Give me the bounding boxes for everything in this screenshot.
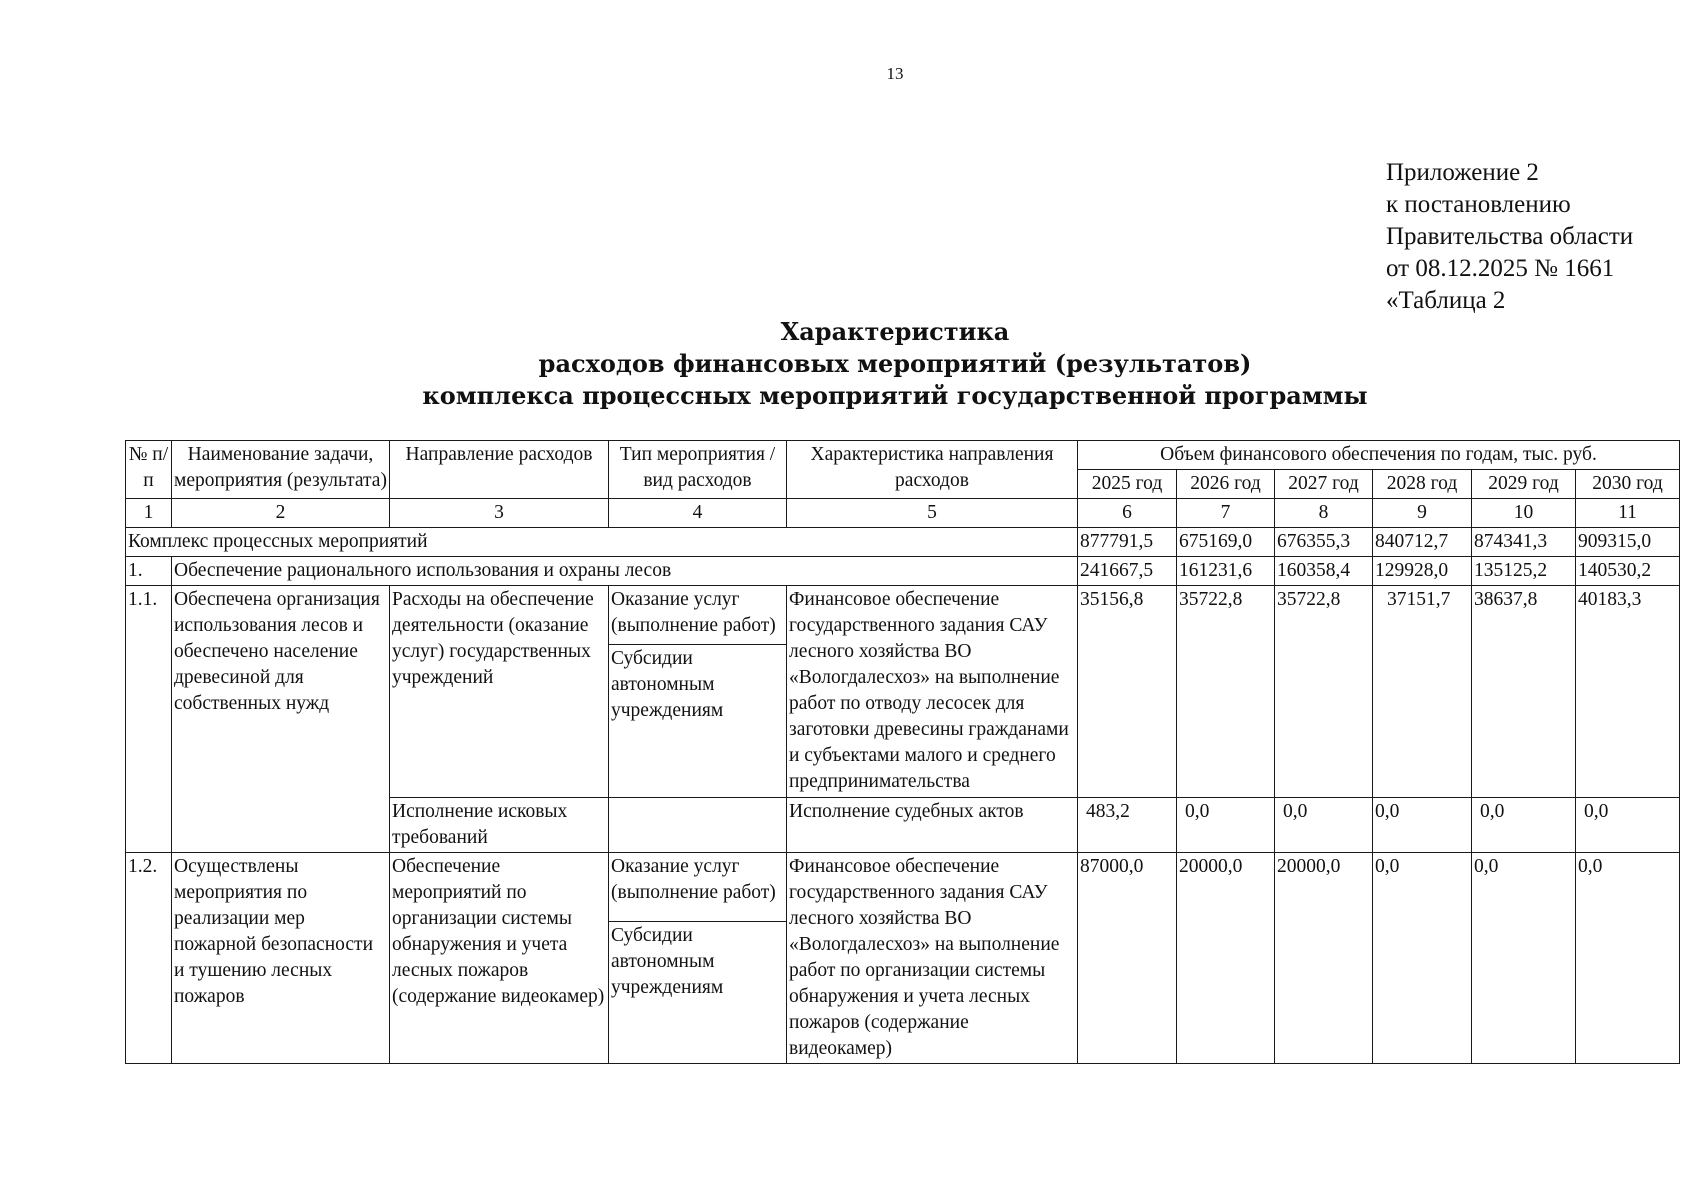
header-year: 2027 год (1275, 470, 1373, 499)
column-numbers-row (126, 499, 1680, 528)
expense-direction: Исполнение исковых требований (390, 798, 609, 853)
value-cell: 140530,2 (1576, 557, 1680, 586)
task-name: Осуществлены мероприятия по реализации мер пожарной безопасности и тушению лесных пожаров (172, 853, 390, 1064)
column-number: 10 (1472, 499, 1576, 528)
value-cell: 129928,0 (1373, 557, 1472, 586)
appendix-line: к постановлению (1386, 191, 1571, 218)
section-row (126, 557, 1680, 586)
value-cell: 0,0 (1472, 853, 1576, 1064)
appendix-line: Приложение 2 (1386, 159, 1539, 186)
table-row (126, 853, 1680, 922)
complex-total-row (126, 528, 1680, 557)
row-number: 1.2. (126, 853, 172, 1064)
expense-direction: Обеспечение мероприятий по организации системы обнаружения и учета лесных пожаров (содержание видеокамер) (390, 853, 609, 1064)
header-name: Наименование задачи, мероприятия (результата) (172, 441, 390, 499)
value-cell: 0,0 (1373, 798, 1472, 853)
header-type: Тип мероприятия / вид расходов (609, 441, 787, 499)
expense-type (609, 798, 787, 853)
value-cell: 20000,0 (1275, 853, 1373, 1064)
value-cell: 35722,8 (1177, 586, 1275, 798)
value-cell: 0,0 (1472, 798, 1576, 853)
header-year: 2028 год (1373, 470, 1472, 499)
value-cell: 676355,3 (1275, 528, 1373, 557)
section-label: Обеспечение рационального использования и охраны лесов (172, 557, 1078, 586)
value-cell: 40183,3 (1576, 586, 1680, 798)
complex-label: Комплекс процессных мероприятий (126, 528, 1078, 557)
header-year: 2026 год (1177, 470, 1275, 499)
column-number: 6 (1078, 499, 1177, 528)
header-num: № п/п (126, 441, 172, 499)
page-number: 13 (886, 64, 904, 83)
value-cell: 0,0 (1576, 853, 1680, 1064)
value-cell: 675169,0 (1177, 528, 1275, 557)
appendix-line: Правительства области (1386, 223, 1634, 250)
column-number: 4 (609, 499, 787, 528)
value-cell: 35722,8 (1275, 586, 1373, 798)
header-year: 2029 год (1472, 470, 1576, 499)
expense-characteristic: Исполнение судебных актов (787, 798, 1078, 853)
row-number: 1. (126, 557, 172, 586)
value-cell: 241667,5 (1078, 557, 1177, 586)
value-cell: 877791,5 (1078, 528, 1177, 557)
expenses-table (125, 440, 1680, 1064)
column-number: 8 (1275, 499, 1373, 528)
task-name: Обеспечена организация использования лесов и обеспечено население древесиной для собственных нужд (172, 586, 390, 853)
appendix-line: «Таблица 2 (1386, 287, 1506, 314)
expense-type: Оказание услуг (выполнение работ) (609, 853, 787, 922)
value-cell: 161231,6 (1177, 557, 1275, 586)
column-number: 5 (787, 499, 1078, 528)
value-cell: 909315,0 (1576, 528, 1680, 557)
header-direction: Направление расходов (390, 441, 609, 499)
value-cell: 135125,2 (1472, 557, 1576, 586)
row-number: 1.1. (126, 586, 172, 853)
header-volume: Объем финансового обеспечения по годам, тыс. руб. (1078, 441, 1680, 470)
value-cell: 0,0 (1373, 853, 1472, 1064)
column-number: 7 (1177, 499, 1275, 528)
expense-type: Оказание услуг (выполнение работ) (609, 586, 787, 645)
value-cell: 840712,7 (1373, 528, 1472, 557)
header-row (126, 441, 1680, 470)
column-number: 9 (1373, 499, 1472, 528)
header-characteristic: Характеристика направления расходов (787, 441, 1078, 499)
value-cell: 87000,0 (1078, 853, 1177, 1064)
column-number: 3 (390, 499, 609, 528)
expense-type: Субсидии автономным учреждениям (609, 922, 787, 1064)
value-cell: 874341,3 (1472, 528, 1576, 557)
value-cell: 160358,4 (1275, 557, 1373, 586)
document-title (0, 316, 1697, 412)
value-cell: 0,0 (1177, 798, 1275, 853)
value-cell: 20000,0 (1177, 853, 1275, 1064)
expense-characteristic: Финансовое обеспечение государственного задания САУ лесного хозяйства ВО «Вологдалесхоз» на выполнение работ по организации системы обнаружения и учета лесных пожаров (содержание видеокамер) (787, 853, 1078, 1064)
appendix-note (1386, 157, 1633, 317)
column-number: 1 (126, 499, 172, 528)
value-cell: 35156,8 (1078, 586, 1177, 798)
value-cell: 37151,7 (1373, 586, 1472, 798)
column-number: 2 (172, 499, 390, 528)
value-cell: 0,0 (1576, 798, 1680, 853)
value-cell: 0,0 (1275, 798, 1373, 853)
expense-characteristic: Финансовое обеспечение государственного задания САУ лесного хозяйства ВО «Вологдалесхоз» на выполнение работ по отводу лесосек для заготовки древесины гражданами и субъектами малого и среднего предпринимательства (787, 586, 1078, 798)
column-number: 11 (1576, 499, 1680, 528)
appendix-line: от 08.12.2025 № 1661 (1386, 255, 1615, 282)
value-cell: 38637,8 (1472, 586, 1576, 798)
title-line: Характеристика (780, 317, 1010, 346)
title-line: расходов финансовых мероприятий (результатов) (538, 349, 1252, 378)
header-year: 2030 год (1576, 470, 1680, 499)
value-cell: 483,2 (1078, 798, 1177, 853)
expense-direction: Расходы на обеспечение деятельности (оказание услуг) государственных учреждений (390, 586, 609, 798)
table-row (126, 586, 1680, 645)
title-line: комплекса процессных мероприятий государственной программы (422, 381, 1368, 410)
expense-type: Субсидии автономным учреждениям (609, 645, 787, 798)
header-year: 2025 год (1078, 470, 1177, 499)
